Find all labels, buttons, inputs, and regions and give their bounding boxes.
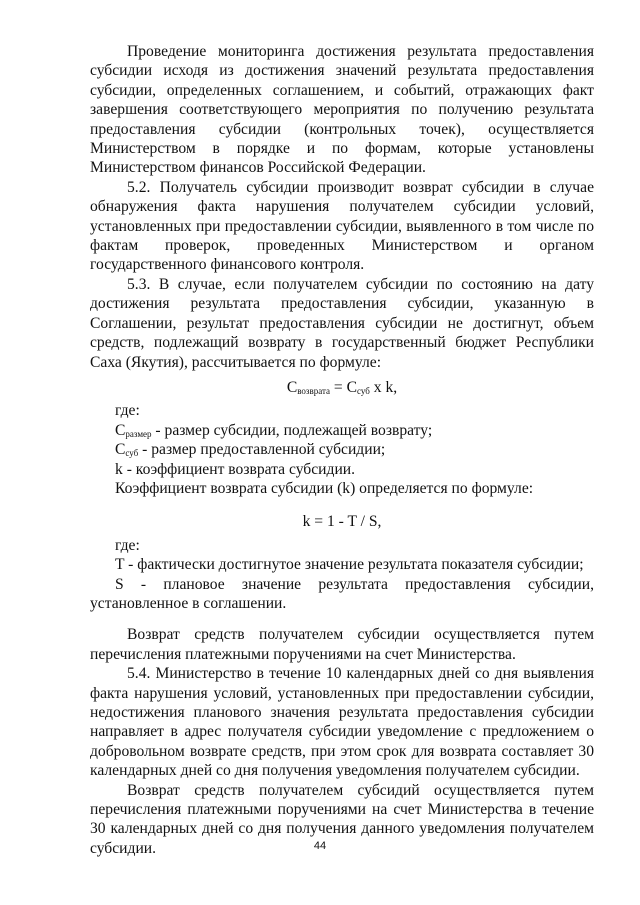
- definition-c-size-subscript: размер: [125, 428, 152, 439]
- formula-c-return-subscript: возврата: [297, 385, 331, 396]
- document-page: [90, 42, 594, 858]
- definition-k: k - коэффициент возврата субсидии.: [115, 460, 356, 478]
- formula-c-subsidy-subscript: суб: [357, 385, 370, 396]
- formula-multiplier: x k,: [369, 378, 398, 396]
- page-number: 44: [313, 840, 327, 852]
- definition-c-size-text: - размер субсидии, подлежащей возврату;: [151, 421, 433, 439]
- definition-s: S - плановое значение результата предоставления субсидии, установленное в соглашении.: [90, 575, 594, 612]
- paragraph-return-30-days: Возврат средств получателем субсидий осуществляется путем перечисления платежными поручениями на счет Министерства в течение 30 календарных дней со дня получения данного уведомления получателем субсидии.: [90, 781, 594, 857]
- paragraph-return-payment: Возврат средств получателем субсидии осуществляется путем перечисления платежными поручениями на счет Министерства.: [90, 626, 594, 663]
- definition-c-size: [90, 421, 594, 440]
- definition-c-subsidy: [90, 440, 594, 459]
- paragraph-monitoring: Проведение мониторинга достижения результата предоставления субсидии исходя из достижения значений результата предоставления субсидии, определенных соглашением, и событий, отражающих факт завершения соответствующего мероприятия по получению результата предоставления субсидии (контрольных точек), осуществляется Министерством в порядке и по формам, которые установлены Министерством финансов Российской Федерации.: [90, 43, 594, 177]
- formula-k: k = 1 - T / S,: [302, 513, 382, 531]
- formula-equals: =: [330, 378, 347, 396]
- definition-c-subsidy-letter: C: [115, 441, 126, 459]
- definition-c-size-letter: C: [115, 421, 126, 439]
- definition-k-formula-intro: Коэффициент возврата субсидии (k) определяется по формуле:: [115, 479, 534, 497]
- where-label-1: где:: [115, 402, 140, 420]
- definition-c-subsidy-subscript: суб: [125, 448, 139, 459]
- where-label-2: где:: [115, 536, 140, 554]
- paragraph-5-4: 5.4. Министерство в течение 10 календарных дней со дня выявления факта нарушения условий, установленных при предоставлении субсидии, недостижения планового значения результата предоставления субсидии направляет в адрес получателя субсидии уведомление с предложением о добровольном возврате средств, при этом срок для возврата составляет 30 календарных дней со дня получения уведомления получателем субсидии.: [90, 665, 594, 780]
- definition-c-subsidy-text: - размер предоставленной субсидии;: [138, 441, 386, 459]
- paragraph-5-2: 5.2. Получатель субсидии производит возврат субсидии в случае обнаружения факта нарушения получателем субсидии условий, установленных при предоставлении субсидии, выявленного в том числе по фактам проверок, проведенных Министерством и органом государственного финансового контроля.: [90, 178, 594, 274]
- formula-return-amount: [90, 378, 594, 397]
- definition-t: T - фактически достигнутое значение результата показателя субсидии;: [115, 556, 584, 574]
- formula-c-return: C: [286, 378, 298, 396]
- formula-c-subsidy: C: [346, 378, 358, 396]
- paragraph-5-3: 5.3. В случае, если получателем субсидии по состоянию на дату достижения результата предоставления субсидии, указанную в Соглашении, результат предоставления субсидии не достигнут, объем средств, подлежащий возврату в государственный бюджет Республики Саха (Якутия), рассчитывается по формуле:: [90, 275, 594, 371]
